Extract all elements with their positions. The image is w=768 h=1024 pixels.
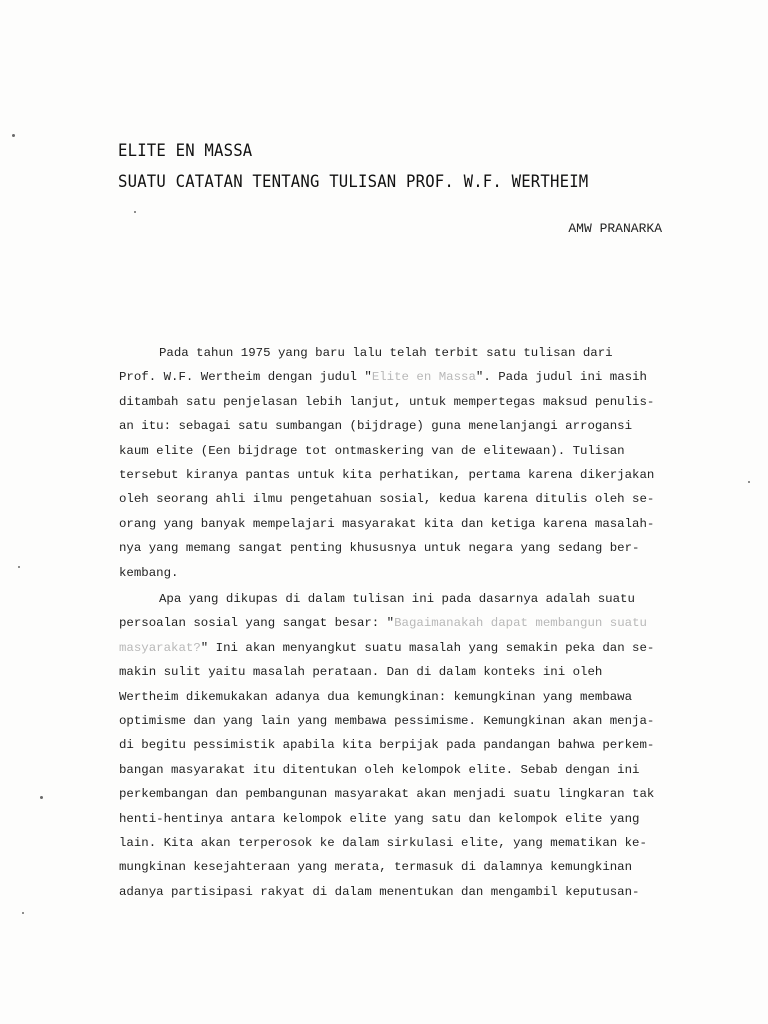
text-line: mungkinan kesejahteraan yang merata, termasuk di dalamnya kemungkinan [119, 860, 633, 875]
text-line: lain. Kita akan terperosok ke dalam sirkulasi elite, yang mematikan ke- [119, 835, 647, 850]
text-line: ditambah satu penjelasan lebih lanjut, untuk mempertegas maksud penulis- [119, 394, 655, 409]
scan-speck [22, 912, 24, 914]
text-line: kaum elite (Een bijdrage tot ontmaskering van de elitewaan). Tulisan [119, 443, 625, 458]
text-line [119, 611, 659, 635]
text-line: henti-hentinya antara kelompok elite yang satu dan kelompok elite yang [119, 811, 640, 826]
text-line: Apa yang dikupas di dalam tulisan ini pada dasarnya adalah suatu [159, 592, 635, 606]
paragraph-1 [119, 341, 659, 585]
text-line: optimisme dan yang lain yang membawa pessimisme. Kemungkinan akan menja- [119, 713, 655, 728]
text-line: makin sulit yaitu masalah perataan. Dan di dalam konteks ini oleh [119, 665, 603, 680]
faded-text: masyarakat? [119, 640, 201, 655]
faded-text: Bagaimanakah dapat membangun suatu [394, 616, 647, 631]
text-line: orang yang banyak mempelajari masyarakat kita dan ketiga karena masalah- [119, 516, 655, 531]
text-line [119, 636, 659, 660]
text-segment: ". Pada judul ini masih [475, 370, 647, 385]
scan-speck [748, 481, 750, 483]
faded-text: Elite en Massa [371, 370, 476, 385]
scan-speck [40, 796, 43, 799]
text-line: Wertheim dikemukakan adanya dua kemungkinan: kemungkinan yang membawa [119, 689, 633, 704]
text-segment: persoalan sosial yang sangat besar: " [119, 616, 395, 631]
author-name: AMW PRANARKA [568, 221, 662, 236]
document-title: ELITE EN MASSA [118, 141, 253, 161]
text-line: nya yang memang sangat penting khususnya untuk negara yang sedang ber- [119, 541, 640, 556]
text-line [119, 365, 659, 389]
text-segment: Prof. W.F. Wertheim dengan judul " [119, 370, 372, 385]
scan-speck [12, 134, 15, 137]
scan-speck [134, 211, 136, 213]
text-line: tersebut kiranya pantas untuk kita perhatikan, pertama karena dikerjakan [119, 467, 655, 482]
text-line: an itu: sebagai satu sumbangan (bijdrage) guna menelanjangi arrogansi [119, 419, 633, 434]
paragraph-2 [119, 587, 659, 904]
text-segment: " Ini akan menyangkut suatu masalah yang semakin peka dan se- [200, 640, 655, 655]
text-line: di begitu pessimistik apabila kita berpijak pada pandangan bahwa perkem- [119, 738, 655, 753]
text-line: oleh seorang ahli ilmu pengetahuan sosial, kedua karena ditulis oleh se- [119, 492, 655, 507]
document-subtitle: SUATU CATATAN TENTANG TULISAN PROF. W.F. WERTHEIM [118, 172, 589, 192]
scan-speck [18, 566, 20, 568]
text-line: perkembangan dan pembangunan masyarakat akan menjadi suatu lingkaran tak [119, 787, 655, 802]
text-line: bangan masyarakat itu ditentukan oleh kelompok elite. Sebab dengan ini [119, 762, 640, 777]
text-line: kembang. [119, 565, 179, 580]
text-line: Pada tahun 1975 yang baru lalu telah terbit satu tulisan dari [159, 346, 613, 360]
text-line: adanya partisipasi rakyat di dalam menentukan dan mengambil keputusan- [119, 884, 640, 899]
